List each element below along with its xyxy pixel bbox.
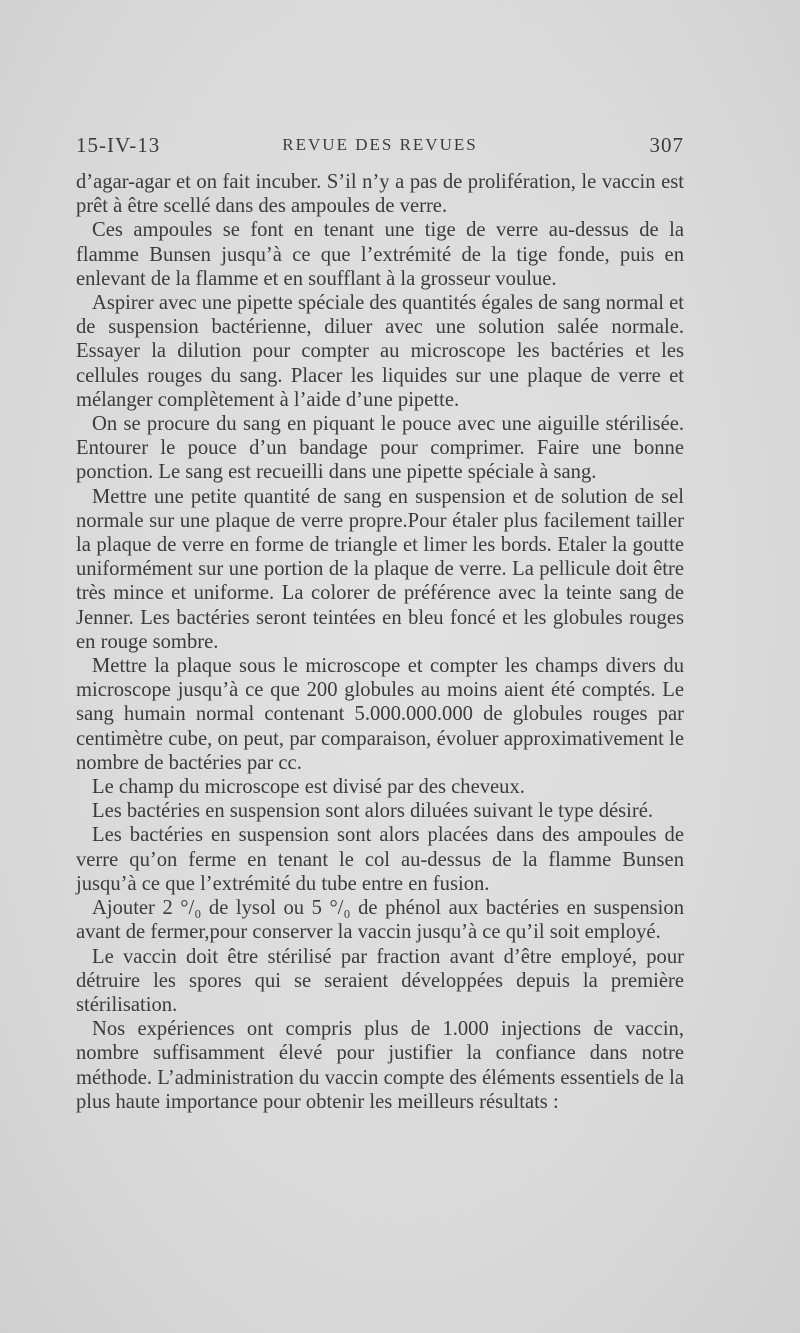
journal-title: REVUE DES REVUES <box>282 135 478 154</box>
paragraph: Ces ampoules se font en tenant une tige de verre au-dessus de la flamme Bunsen jusqu’à ce que l’extrémité de la tige fonde, puis en enlevant de la flamme et en soufflant à la grosseur voulue. <box>76 219 684 290</box>
paragraph: Mettre la plaque sous le microscope et compter les champs divers du microscope jusqu’à ce que 200 globules au moins aient été comptés. Le sang humain normal contenant 5.000.000.000 de globules rouges par centimètre cube, on peut, par comparaison, évoluer approximativement le nombre de bactéries par cc. <box>76 655 684 774</box>
paragraph: Le champ du microscope est divisé par des cheveux. <box>92 776 525 799</box>
page-number: 307 <box>649 133 684 157</box>
paragraph: Nos expériences ont compris plus de 1.000 injections de vaccin, nombre suffisamment élevé pour justifier la confiance dans notre méthode. L’administration du vaccin compte des éléments essentiels de la plus haute importance pour obtenir les meilleurs résultats : <box>76 1018 684 1113</box>
paragraph: Mettre une petite quantité de sang en suspension et de solution de sel normale sur une plaque de verre propre.Pour étaler plus facilement tailler la plaque de verre en forme de triangle et limer les bords. Etaler la goutte uniformément sur une portion de la plaque de verre. La pellicule doit être très mince et uniforme. La colorer de préférence avec la teinte sang de Jenner. Les bactéries seront teintées en bleu foncé et les globules rouges en rouge sombre. <box>76 485 684 653</box>
paragraph: Ajouter 2 °/₀ de lysol ou 5 °/₀ de phénol aux bactéries en suspension avant de fermer,pour conserver la vaccin jusqu’à ce qu’il soit employé. <box>76 897 684 944</box>
paragraph: Le vaccin doit être stérilisé par fraction avant d’être employé, pour détruire les spores qui se seraient développées depuis la première stérilisation. <box>76 945 684 1016</box>
paragraph: On se procure du sang en piquant le pouce avec une aiguille stérilisée. Entourer le pouce d’un bandage pour comprimer. Faire une bonne ponction. Le sang est recueilli dans une pipette spéciale à sang. <box>76 413 684 484</box>
paragraph: d’agar-agar et on fait incuber. S’il n’y a pas de prolifération, le vaccin est prêt à être scellé dans des ampoules de verre. <box>76 171 684 218</box>
paragraph: Aspirer avec une pipette spéciale des quantités égales de sang normal et de suspension bactérienne, diluer avec une solution salée normale. Essayer la dilution pour compter au microscope les bactéries et les cellules rouges du sang. Placer les liquides sur une plaque de verre et mélanger complètement à l’aide d’une pipette. <box>76 292 684 411</box>
running-head <box>76 133 684 165</box>
issue-date: 15-IV-13 <box>76 133 161 157</box>
paragraph: Les bactéries en suspension sont alors diluées suivant le type désiré. <box>92 800 654 823</box>
paragraph: Les bactéries en suspension sont alors placées dans des ampoules de verre qu’on ferme en tenant le col au-dessus de la flamme Bunsen jusqu’à ce que l’extrémité du tube entre en fusion. <box>76 824 684 895</box>
body-text <box>76 170 684 1114</box>
